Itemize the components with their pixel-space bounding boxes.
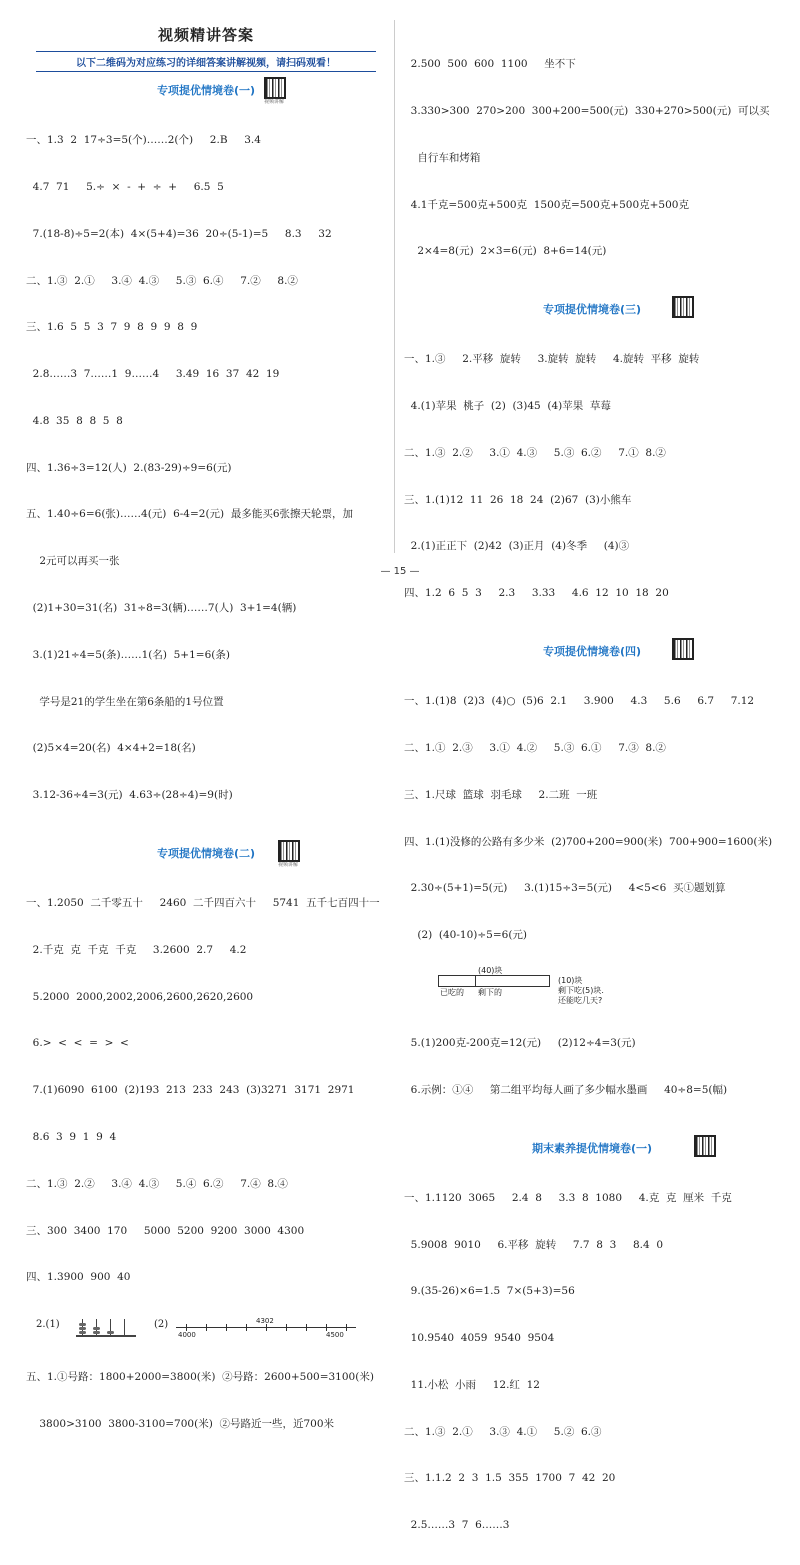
- section-header-4: [404, 637, 780, 663]
- section-5-answers: [404, 1160, 780, 1565]
- answer-line: 5.9008 9010 6.平移 旋转 7.7 8 3 8.4 0: [404, 1238, 664, 1251]
- answer-line: 二、1.③ 2.② 3.① 4.③ 5.③ 6.② 7.① 8.②: [404, 446, 666, 459]
- section-title-3: 专项提优情境卷(三): [542, 303, 642, 317]
- answer-line: 二、1.③ 2.① 3.④ 4.③ 5.③ 6.④ 7.② 8.②: [26, 274, 298, 287]
- answer-line: 3.(1)21÷4=5(条)……1(名) 5+1=6(条): [26, 648, 230, 661]
- answer-line: (2)1+30=31(名) 31÷8=3(辆)……7(人) 3+1=4(辆): [26, 602, 297, 614]
- qr-code-icon[interactable]: [672, 296, 694, 318]
- qr-code-icon[interactable]: [672, 638, 694, 660]
- answer-line: 8.6 3 9 1 9 4: [26, 1131, 117, 1143]
- answer-line: (2) (40-10)÷5=6(元): [404, 929, 528, 942]
- answer-line: 2.5……3 7 6……3: [404, 1519, 510, 1532]
- qr-code-icon[interactable]: [264, 77, 286, 99]
- answer-line: 4.8 35 8 8 5 8: [26, 414, 123, 427]
- answer-line: 4.(1)苹果 桃子 (2) (3)45 (4)苹果 草莓: [404, 400, 611, 413]
- answer-line: 2.30÷(5+1)=5(元) 3.(1)15÷3=5(元) 4<5<6 买①题划算: [404, 882, 726, 895]
- section-header-5: [404, 1134, 780, 1160]
- section-2-answers-after: [26, 1339, 386, 1464]
- answer-line: 3.330>300 270>200 300+200=500(元) 330+270>500(元) 可以买: [404, 104, 770, 117]
- section-title-2: 专项提优情境卷(二): [156, 846, 256, 860]
- section-4-answers-after: [404, 1005, 780, 1130]
- section-header-3: [404, 295, 780, 321]
- section-header-1: [26, 76, 386, 105]
- page-number: — 15 —: [380, 566, 420, 577]
- figure-label-b: (2): [154, 1319, 169, 1331]
- answer-line: 7.(1)6090 6100 (2)193 213 233 243 (3)3271 3171 2971: [26, 1084, 355, 1097]
- section-title-1: 专项提优情境卷(一): [156, 84, 256, 97]
- answer-line: 五、1.①号路：1800+2000=3800(米) ②号路：2600+500=3100(米): [26, 1371, 374, 1384]
- answer-line: 9.(35-26)×6=1.5 7×(5+3)=56: [404, 1285, 575, 1298]
- diagram-sub-c: 还能吃几天?: [558, 995, 603, 1005]
- answer-line: 三、300 3400 170 5000 5200 9200 3000 4300: [26, 1224, 305, 1237]
- continued-answers: [404, 26, 780, 291]
- diagram-part-a: 已吃的: [440, 987, 464, 997]
- answer-line: 四、1.36÷3=12(人) 2.(83-29)÷9=6(元): [26, 461, 232, 474]
- answer-line: 二、1.③ 2.② 3.④ 4.③ 5.④ 6.② 7.④ 8.④: [26, 1177, 288, 1190]
- answer-line: 2.8……3 7……1 9……4 3.49 16 37 42 19: [26, 368, 280, 381]
- section-title-5: 期末素养提优情境卷(一): [531, 1141, 653, 1155]
- answer-line: 四、1.(1)没修的公路有多少米 (2)700+200=900(米) 700+900=1600(米): [404, 835, 773, 848]
- section-3-answers: [404, 321, 780, 633]
- answer-line: 学号是21的学生坐在第6条船的1号位置: [26, 695, 224, 708]
- answer-line: 2.千克 克 千克 千克 3.2600 2.7 4.2: [26, 943, 247, 956]
- answer-line: 二、1.③ 2.① 3.③ 4.① 5.② 6.③: [404, 1425, 602, 1438]
- answer-line: 自行车和烤箱: [404, 151, 481, 164]
- section-header-2: [26, 839, 386, 868]
- qr-banner: 以下二维码为对应练习的详细答案讲解视频，请扫码观看！: [36, 51, 376, 72]
- answer-line: 10.9540 4059 9540 9504: [404, 1332, 555, 1345]
- answer-line: 5.(1)200克-200克=12(元) (2)12÷4=3(元): [404, 1037, 636, 1050]
- column-divider: [394, 20, 395, 553]
- answer-line: 2元可以再买一张: [26, 555, 120, 568]
- right-column: [404, 0, 780, 1532]
- section-2-answers: [26, 865, 386, 1317]
- answer-line: 三、1.6 5 5 3 7 9 8 9 9 8 9: [26, 321, 198, 334]
- answer-line: 2.500 500 600 1100 坐不下: [404, 58, 576, 71]
- page-title: 视频精讲答案: [157, 26, 254, 44]
- answer-line: 11.小松 小雨 12.红 12: [404, 1378, 540, 1391]
- answer-line: 7.(18-8)÷5=2(本) 4×(5+4)=36 20÷(5-1)=5 8.3 32: [26, 227, 332, 240]
- answer-line: 三、1.尺球 篮球 羽毛球 2.二班 一班: [404, 788, 598, 801]
- numberline-end: 4500: [326, 1331, 344, 1340]
- diagram-total-label: (40)块: [478, 965, 503, 975]
- section-1-answers: [26, 102, 386, 835]
- answer-line: (2)5×4=20(名) 4×4+2=18(名): [26, 742, 196, 755]
- answer-line: 一、1.③ 2.平移 旋转 3.旋转 旋转 4.旋转 平移 旋转: [404, 353, 700, 366]
- left-column: [26, 0, 386, 1431]
- answer-line: 4.1千克=500克+500克 1500克=500克+500克+500克: [404, 198, 689, 211]
- answer-line: 2×4=8(元) 2×3=6(元) 8+6=14(元): [404, 245, 607, 258]
- answer-line: 2.(1)正正下 (2)42 (3)正月 (4)冬季 (4)③: [404, 540, 630, 553]
- answer-line: 四、1.3900 900 40: [26, 1271, 131, 1284]
- answer-line: 二、1.① 2.③ 3.① 4.② 5.③ 6.① 7.③ 8.②: [404, 741, 666, 754]
- answer-line: 一、1.3 2 17÷3=5(个)……2(个) 2.B 3.4: [26, 134, 261, 147]
- answer-line: 3.12-36÷4=3(元) 4.63÷(28÷4)=9(时): [26, 789, 233, 802]
- answer-line: 四、1.2 6 5 3 2.3 3.33 4.6 12 10 18 20: [404, 587, 669, 600]
- answer-line: 五、1.40÷6=6(张)……4(元) 6-4=2(元) 最多能买6张擦天轮票，加: [26, 508, 354, 521]
- answer-line: 一、1.2050 二千零五十 2460 二千四百六十 5741 五千七百四十一: [26, 897, 380, 910]
- qr-code-icon[interactable]: [694, 1135, 716, 1157]
- answer-line: 6.> < < = > <: [26, 1037, 129, 1050]
- abacus-icon: [76, 1317, 136, 1337]
- segment-diagram: [418, 965, 780, 1005]
- answer-line: 一、1.1120 3065 2.4 8 3.3 8 1080 4.克 克 厘米 千克: [404, 1191, 732, 1204]
- answer-line: 3800>3100 3800-3100=700(米) ②号路近一些，近700米: [26, 1418, 335, 1431]
- qr-caption: 视频讲解: [278, 861, 299, 868]
- diagram-sub-a: (10)块: [558, 975, 583, 985]
- section-title-4: 专项提优情境卷(四): [542, 644, 642, 658]
- numberline-start: 4000: [178, 1331, 196, 1340]
- numberline-mark: 4302: [256, 1317, 274, 1326]
- number-line: [176, 1317, 356, 1340]
- answer-line: 三、1.(1)12 11 26 18 24 (2)67 (3)小熊车: [404, 493, 632, 506]
- answer-line: 4.7 71 5.÷ × - + ÷ + 6.5 5: [26, 180, 224, 193]
- answer-line: 6.示例：①④ 第二组平均每人画了多少幅水墨画 40÷8=5(幅): [404, 1083, 728, 1096]
- figure-label-a: 2.(1): [36, 1319, 60, 1331]
- qr-caption: 视频讲解: [264, 99, 285, 105]
- answer-line: 三、1.1.2 2 3 1.5 355 1700 7 42 20: [404, 1472, 616, 1485]
- abacus-numberline-figure: [36, 1317, 386, 1339]
- diagram-sub-b: 剩下吃(5)块.: [558, 985, 604, 995]
- diagram-part-b: 剩下的: [478, 987, 502, 997]
- answer-line: 5.2000 2000,2002,2006,2600,2620,2600: [26, 990, 254, 1003]
- qr-code-icon[interactable]: [278, 840, 300, 862]
- answer-line: 一、1.(1)8 (2)3 (4)○ (5)6 2.1 3.900 4.3 5.6 6.7 7.12: [404, 695, 755, 708]
- diagram-bar: [438, 975, 550, 987]
- section-4-answers: [404, 663, 780, 975]
